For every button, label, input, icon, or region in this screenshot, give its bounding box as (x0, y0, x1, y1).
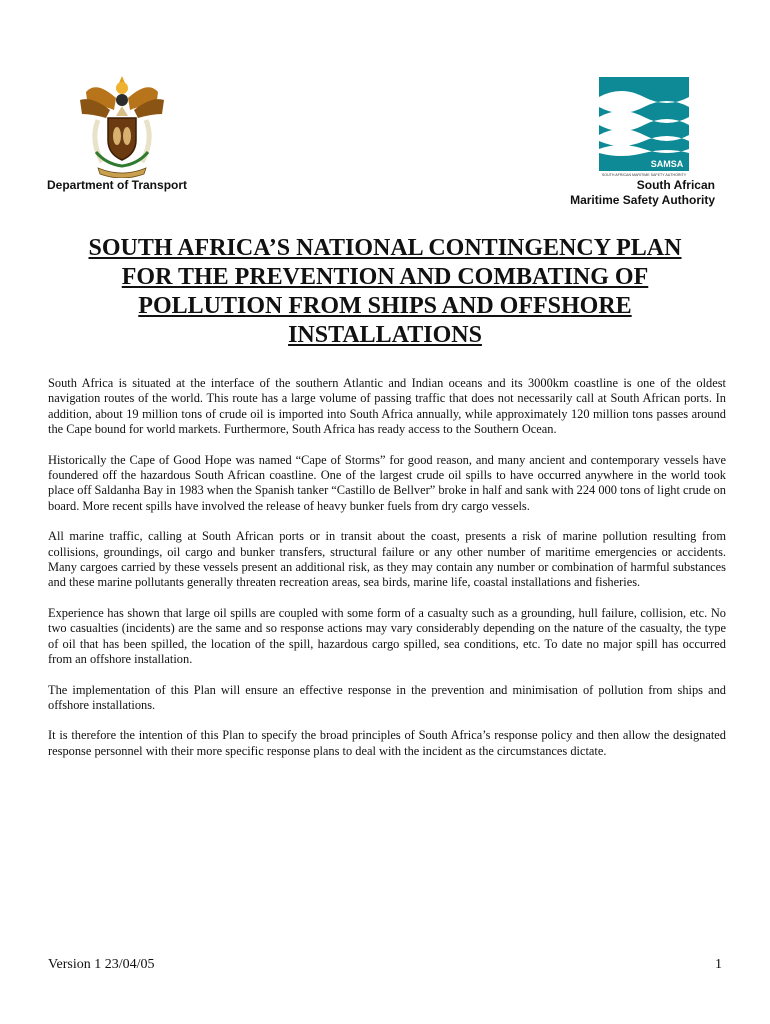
paragraph-4: Experience has shown that large oil spills are coupled with some form of a casualty such as a grounding, hull failure, collision, etc. No two casualties (incidents) are the same and so response actions may vary considerably depending on the nature of the casualty, the type of oil that has been spilled, the location of the spill, hazardous cargo spilled, sea conditions, etc. To date no major spill has occurred from an offshore installation. (48, 605, 726, 667)
paragraph-2: Historically the Cape of Good Hope was named “Cape of Storms” for good reason, and many ancient and contemporary vessels have foundered off the hazardous South African coastline. One of the largest crude oil spills to have occurred anywhere in the world took place off Saldanha Bay in 1983 when the Spanish tanker “Castillo de Bellver” broke in half and sank with 224 000 tons of light crude on board. More recent spills have involved the release of heavy bunker fuels from dry cargo vessels. (48, 452, 727, 513)
paragraph-1: South Africa is situated at the interface of the southern Atlantic and Indian oceans and its 3000km coastline is one of the oldest navigation routes of the world. This route has a large volume of passing traffic that does not necessarily call at South African ports. In addition, about 19 million tons of crude oil is imported into South Africa annually, while approximately 120 million tons passes around the Cape bound for world markets. Furthermore, South Africa has ready access to the Southern Ocean. (48, 376, 726, 437)
title-line-4: INSTALLATIONS (288, 322, 482, 348)
coat-of-arms-logo (76, 70, 168, 178)
samsa-logo-text: SAMSA (650, 159, 684, 169)
samsa-caption-line1: South African (636, 178, 715, 192)
samsa-logo-subtext: SOUTH AFRICAN MARITIME SAFETY AUTHORITY (601, 173, 687, 177)
version-label: Version 1 23/04/05 (48, 957, 155, 972)
samsa-logo (599, 77, 689, 177)
paragraph-5: The implementation of this Plan will ensure an effective response in the prevention and minimisation of pollution from ships and offshore installations. (48, 682, 726, 712)
paragraph-3: All marine traffic, calling at South African ports or in transit about the coast, presents a risk of marine pollution resulting from collisions, groundings, oil cargo and bunker transfers, structural failure or any other number of maritime emergencies or accidents. Many cargoes carried by these vessels present an additional risk, as they may contain any number or combination of harmful substances and these marine pollutants generally threaten recreation areas, sea birds, marine life, coastal installations and fisheries. (48, 529, 726, 590)
samsa-caption (570, 178, 715, 208)
page-number: 1 (715, 957, 722, 972)
document-body (48, 376, 726, 774)
samsa-caption-line2: Maritime Safety Authority (570, 193, 715, 207)
title-line-3: POLLUTION FROM SHIPS AND OFFSHORE (138, 293, 632, 319)
title-line-1: SOUTH AFRICA’S NATIONAL CONTINGENCY PLAN (88, 235, 682, 261)
paragraph-6: It is therefore the intention of this Plan to specify the broad principles of South Africa’s response policy and then allow the designated response personnel with their more specific response plans to deal with the incident as the circumstances dictate. (48, 728, 726, 758)
title-line-2: FOR THE PREVENTION AND COMBATING OF (121, 264, 649, 290)
document-title (40, 234, 730, 350)
department-caption: Department of Transport (47, 178, 188, 192)
